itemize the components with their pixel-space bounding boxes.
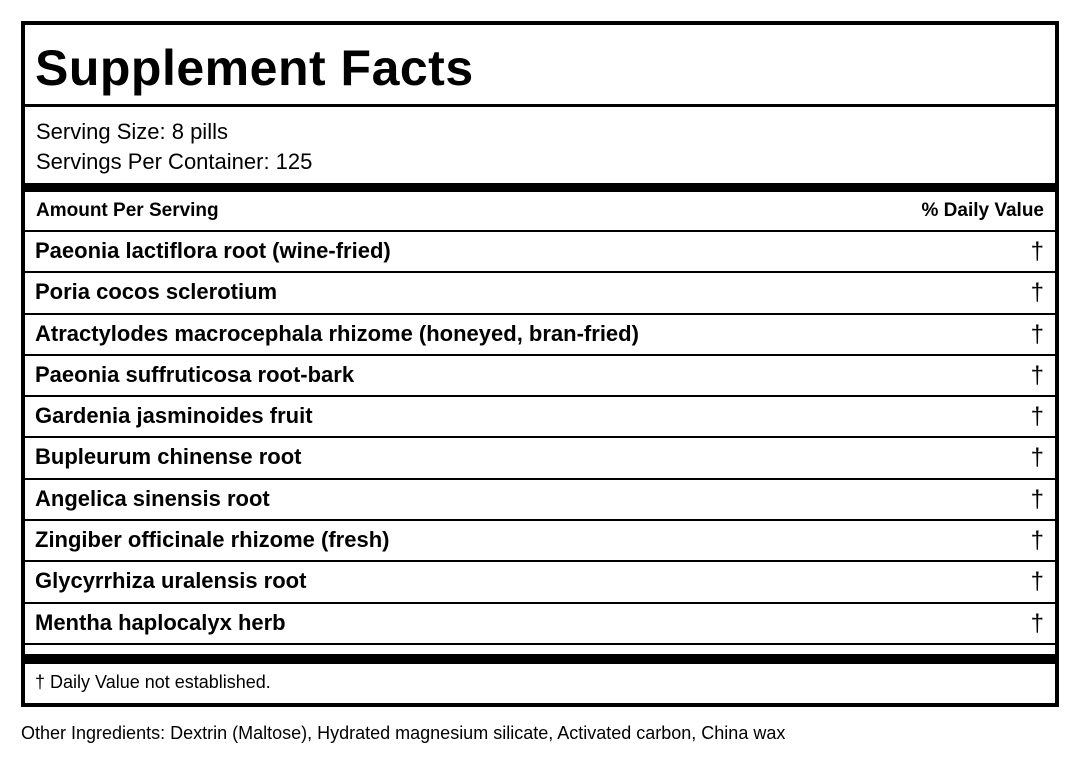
rows-end-rule: [25, 643, 1055, 645]
supplement-facts-panel: [21, 21, 1059, 707]
ingredient-name: Poria cocos sclerotium: [35, 279, 278, 305]
dagger-mark: †: [1030, 444, 1044, 472]
footnote: † Daily Value not established.: [35, 672, 271, 692]
ingredient-row: [25, 271, 1055, 312]
dagger-mark: †: [1030, 238, 1044, 265]
ingredient-name: Angelica sinensis root: [35, 485, 270, 511]
serving-size: Serving Size: 8 pills: [36, 119, 228, 144]
ingredient-row: [25, 436, 1055, 477]
dagger-mark: †: [1030, 568, 1044, 596]
ingredient-row: [25, 519, 1055, 560]
ingredient-list: [25, 230, 1055, 645]
ingredient-row: [25, 560, 1055, 601]
daily-value-header: % Daily Value: [921, 200, 1044, 221]
ingredient-name: Atractylodes macrocephala rhizome (honeyed, bran-fried): [35, 320, 639, 346]
ingredient-name: Glycyrrhiza uralensis root: [35, 568, 307, 594]
divider-thick-top: [25, 183, 1055, 192]
dagger-mark: †: [1030, 361, 1044, 389]
dagger-mark: †: [1030, 403, 1044, 431]
divider-title: [25, 104, 1055, 107]
dagger-mark: †: [1030, 609, 1044, 637]
dagger-mark: †: [1030, 485, 1044, 513]
servings-per-container: Servings Per Container: 125: [36, 149, 313, 174]
ingredient-row: [25, 230, 1055, 271]
ingredient-row: [25, 395, 1055, 436]
ingredient-row: [25, 313, 1055, 354]
ingredient-name: Gardenia jasminoides fruit: [35, 403, 313, 429]
ingredient-name: Mentha haplocalyx herb: [35, 609, 286, 635]
ingredient-name: Paeonia suffruticosa root-bark: [35, 361, 355, 387]
dagger-mark: †: [1030, 279, 1044, 307]
ingredient-name: Zingiber officinale rhizome (fresh): [35, 527, 390, 553]
ingredient-row: [25, 602, 1055, 643]
ingredient-name: Paeonia lactiflora root (wine-fried): [35, 238, 391, 263]
column-header-row: [36, 200, 1044, 224]
ingredient-name: Bupleurum chinense root: [35, 444, 302, 470]
divider-thick-bottom: [25, 654, 1055, 664]
panel-title: Supplement Facts: [35, 40, 474, 96]
dagger-mark: †: [1030, 320, 1044, 348]
dagger-mark: †: [1030, 527, 1044, 555]
ingredient-row: [25, 354, 1055, 395]
ingredient-row: [25, 478, 1055, 519]
amount-per-serving-header: Amount Per Serving: [36, 200, 219, 221]
other-ingredients: Other Ingredients: Dextrin (Maltose), Hydrated magnesium silicate, Activated carbon, China wax: [21, 723, 786, 743]
